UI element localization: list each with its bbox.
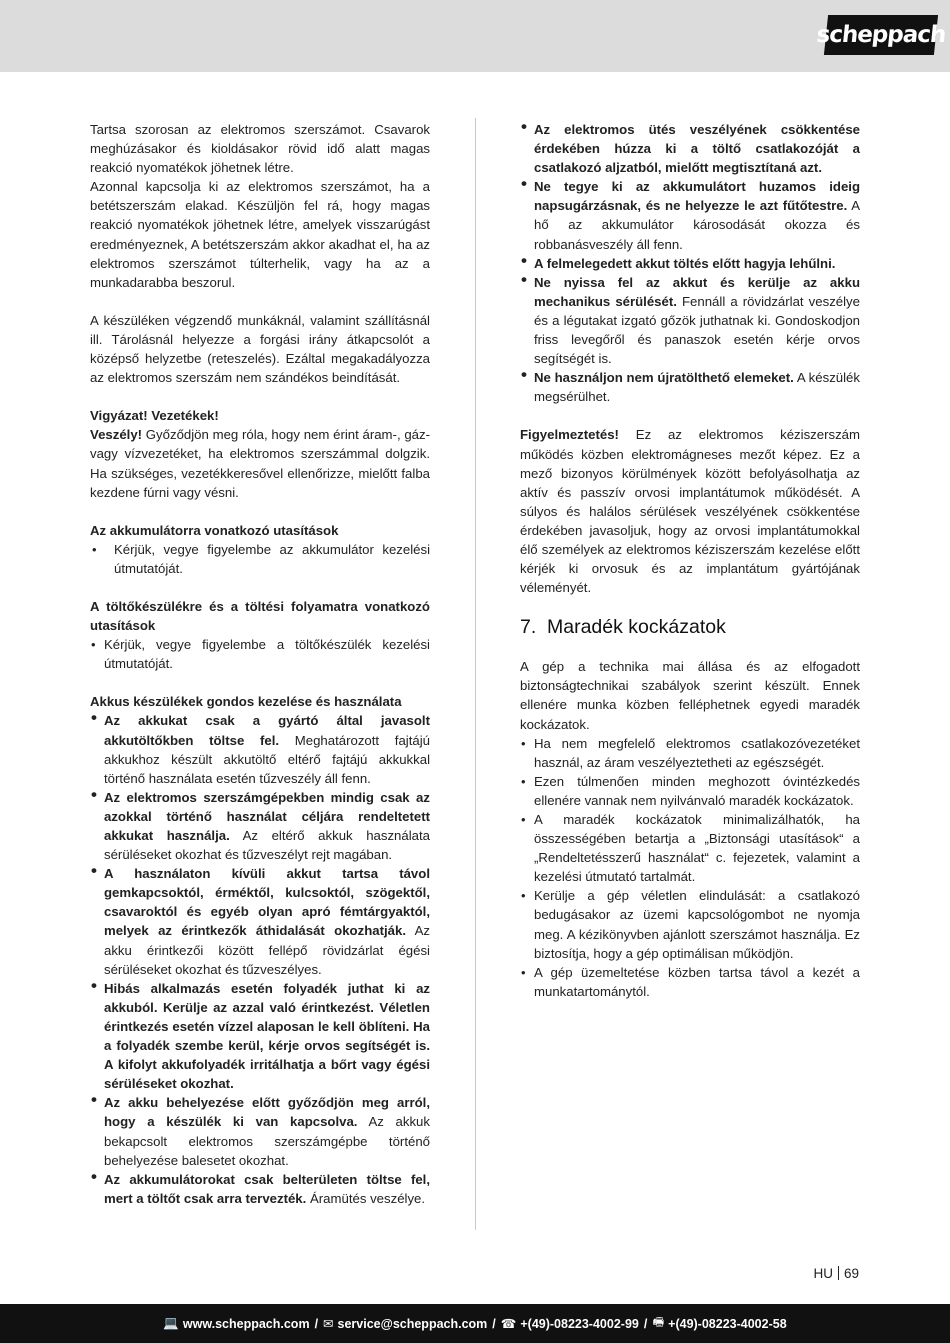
list-item bbox=[520, 120, 860, 177]
paragraph: A készüléken végzendő munkáknál, valamint szállításnál ill. Tárolásnál helyezze a forgási irány átkapcsolót a középső helyzetbe (reteszelés). Ezáltal megakadályozza az elektromos szerszám nem szándékos beindítását. bbox=[90, 312, 430, 386]
item-bold: Az akku behelyezése előtt győződjön meg arról, hogy a készülék ki van kapcsolva. bbox=[104, 1095, 430, 1130]
list-item bbox=[520, 254, 860, 273]
charger-list bbox=[90, 635, 430, 673]
list-item: • Kérjük, vegye figyelembe a töltőkészülék kezelési útmutatóját. bbox=[90, 635, 430, 673]
list-item bbox=[520, 177, 860, 253]
section-number: 7. bbox=[520, 616, 537, 639]
scheppach-logo: scheppach bbox=[824, 15, 938, 55]
item-text: A készülék megsérülhet. bbox=[534, 370, 860, 405]
list-item bbox=[90, 711, 430, 787]
section-heading bbox=[520, 615, 860, 639]
page-separator bbox=[838, 1266, 839, 1280]
item-text: A hő az akkumulátor károsodását okozza és robbanásveszély áll fenn. bbox=[534, 198, 860, 252]
warning-title: Vigyázat! Vezetékek! bbox=[90, 408, 219, 424]
footer-phone: +(49)-08223-4002-99 bbox=[520, 1316, 639, 1331]
list-item: • Ha nem megfelelő elektromos csatlakozóvezetéket használ, az áram veszélyeztetheti az egészségét. bbox=[520, 734, 860, 772]
page-lang: HU bbox=[813, 1266, 833, 1281]
item-bold: Hibás alkalmazás esetén folyadék juthat ki az akkuból. Kerülje az azzal való érintkezést. Véletlen érintkezés esetén vízzel alaposan le kell öblíteni. Ha a folyadék szembe kerül, kérje orvos segítségét is. A kifolyt akkufolyadék irritálhatja a bőrt vagy égési sérüléseket okozhat. bbox=[104, 980, 430, 1092]
list-item: • Ezen túlmenően minden meghozott óvintézkedés ellenére vannak nem nyilvánvaló maradék kockázatok. bbox=[520, 772, 860, 810]
phone-icon: ☎ bbox=[500, 1317, 517, 1331]
item-bold: A használaton kívüli akkut tartsa távol gemkapcsoktól, érméktől, kulcsoktól, szögektől, csavaroktól és egyéb olyan apró fémtárgyaktól, melyek az érintkezők áthidalását okozhatják. bbox=[104, 866, 430, 939]
risk-list bbox=[520, 734, 860, 1001]
footer-separator: / bbox=[314, 1316, 319, 1331]
item-bold: Az elektromos ütés veszélyének csökkentése érdekében húzza ki a töltő csatlakozóját a csatlakozó aljzatból, mielőtt megtisztítaná azt. bbox=[534, 122, 860, 176]
list-item: • A maradék kockázatok minimalizálhatók, ha összességében betartja a „Biztonsági utasítások“ a „Rendeltetésszerű használat“ c. fejezetek, valamint a kezelési útmutató tartalmát. bbox=[520, 810, 860, 886]
item-text: Az akkuk bekapcsolt elektromos szerszámgépbe történő behelyezése balesetet okozhat. bbox=[104, 1114, 430, 1168]
item-bold: A felmelegedett akkut töltés előtt hagyja lehűlni. bbox=[534, 255, 836, 271]
list-item bbox=[90, 788, 430, 864]
item-text: Áramütés veszélye. bbox=[306, 1190, 426, 1206]
page-num: 69 bbox=[843, 1266, 859, 1281]
charger-heading: A töltőkészülékre és a töltési folyamatra vonatkozó utasítások bbox=[90, 598, 430, 634]
list-item bbox=[520, 273, 860, 368]
item-bold: Az akkukat csak a gyártó által javasolt akkutöltőkben töltse fel. bbox=[104, 713, 430, 748]
notice-text: Ez az elektromos kéziszerszám működés közben elektromágneses mezőt képez. Ez a mező bizonyos körülmények között befolyásolhatja az aktív és passzív orvosi implantátumok működését. A súlyos és halálos sérülések veszélyének csökkentése érdekében javasoljuk, hogy az orvosi implantátumokkal élő személyek az elektromos kéziszerszám kezelése előtt kérjék ki orvosuk és az implantátum gyártójának véleményét. bbox=[520, 427, 860, 596]
list-item: • A gép üzemeltetése közben tartsa távol a kezét a munkatartománytól. bbox=[520, 963, 860, 1001]
mail-icon: ✉ bbox=[323, 1317, 334, 1331]
item-text: Az eltérő akkuk használata sérüléseket okozhat és tűzveszélyt rejt magában. bbox=[104, 828, 430, 863]
list-item bbox=[90, 864, 430, 979]
item-text: Az akku érintkezői között fellépő rövidzárlat égési sérüléseket okozhat és tűzveszélyes. bbox=[104, 923, 431, 977]
section-title: Maradék kockázatok bbox=[547, 616, 726, 639]
warning-text: Győződjön meg róla, hogy nem érint áram-, gáz- vagy vízvezetéket, ha elektromos szerszámmal dolgzik. Ha szükséges, vezetékkeresővel ellenőrizze, mielőtt falba kezdene fúrni vagy vésni. bbox=[90, 427, 430, 500]
item-bold: Ne használjon nem újratölthető elemeket. bbox=[534, 370, 794, 386]
list-item bbox=[90, 979, 430, 1094]
footer-fax: +(49)-08223-4002-58 bbox=[668, 1316, 787, 1331]
item-bold: Az elektromos szerszámgépekben mindig csak az azokkal történő használat céljára rendeltetett akkukat használja. bbox=[104, 789, 430, 843]
computer-icon: 💻 bbox=[163, 1316, 179, 1330]
header-bar bbox=[0, 0, 950, 72]
footer-separator: / bbox=[492, 1316, 496, 1331]
footer-email[interactable]: service@scheppach.com bbox=[337, 1316, 488, 1331]
page-number bbox=[813, 1266, 859, 1281]
battery-safety-list bbox=[520, 120, 860, 406]
fax-icon: 🖷 bbox=[652, 1315, 665, 1329]
item-bold: Az akkumulátorokat csak belterületen töltse fel, mert a töltőt csak arra tervezték. bbox=[104, 1171, 430, 1206]
footer-separator: / bbox=[643, 1316, 648, 1331]
item-text: Meghatározott fajtájú akkukhoz készült akkutöltő eltérő fajtájú akkukkal történő használata esetén tűzveszély áll fenn. bbox=[104, 732, 430, 786]
left-column bbox=[90, 120, 430, 1208]
battery-heading: Az akkumulátorra vonatkozó utasítások bbox=[90, 522, 339, 538]
risk-intro: A gép a technika mai állása és az elfogadott biztonságtechnikai szabályok szerint készült. Ennek ellenére munka közben felléphetnek egyedi maradék kockázatok. bbox=[520, 659, 860, 732]
item-bold: Ne tegye ki az akkumulátort huzamos ideig napsugárzásnak, és ne helyezze le azt fűtőtestre. bbox=[534, 179, 860, 214]
footer-bar bbox=[0, 1304, 950, 1343]
item-bold: Ne nyissa fel az akkut és kerülje az akku mechanikus sérülését. bbox=[534, 274, 860, 309]
care-list bbox=[90, 711, 430, 1207]
list-item: • Kérjük, vegye figyelembe az akkumulátor kezelési útmutatóját. bbox=[90, 540, 430, 578]
list-item bbox=[90, 1093, 430, 1169]
list-item bbox=[520, 368, 860, 406]
column-divider bbox=[475, 118, 476, 1230]
list-item: • Kerülje a gép véletlen elindulását: a csatlakozó bedugásakor az üzemi kapcsológombot ne nyomja meg. A kézikönyvben ajánlott szerszámot használja. Ez biztosítja, hogy a gép optimálisan működjön. bbox=[520, 886, 860, 962]
battery-list bbox=[90, 540, 430, 578]
list-item bbox=[90, 1170, 430, 1208]
care-heading: Akkus készülékek gondos kezelése és használata bbox=[90, 694, 402, 710]
warning-lead: Veszély! bbox=[90, 427, 143, 443]
warning-paragraph bbox=[90, 425, 430, 501]
item-text: Fennáll a rövidzárlat veszélye és a légutakat izgató gőzök juthatnak ki. Gondoskodjon friss levegőről és panaszok esetén kérje orvos segítségét is. bbox=[534, 293, 860, 367]
paragraph: Tartsa szorosan az elektromos szerszámot. Csavarok meghúzásakor és kioldásakor rövid idő alatt magas reakció nyomatékok jöhetnek létre. bbox=[90, 122, 430, 176]
right-column bbox=[520, 120, 860, 1001]
paragraph: Azonnal kapcsolja ki az elektromos szerszámot, ha a betétszerszám elakad. Készüljön fel rá, hogy magas reakció nyomatékok jöhetnek létre, amelyek visszarúgást eredményeznek, A betétszerszám akkor akadhat el, ha az elektromos szerszámot túlterhelik, vagy ha az a munkadarabba beszorul. bbox=[90, 179, 430, 290]
notice-lead: Figyelmeztetés! bbox=[520, 427, 619, 443]
notice-paragraph bbox=[520, 425, 860, 597]
footer-website[interactable]: www.scheppach.com bbox=[182, 1316, 310, 1331]
